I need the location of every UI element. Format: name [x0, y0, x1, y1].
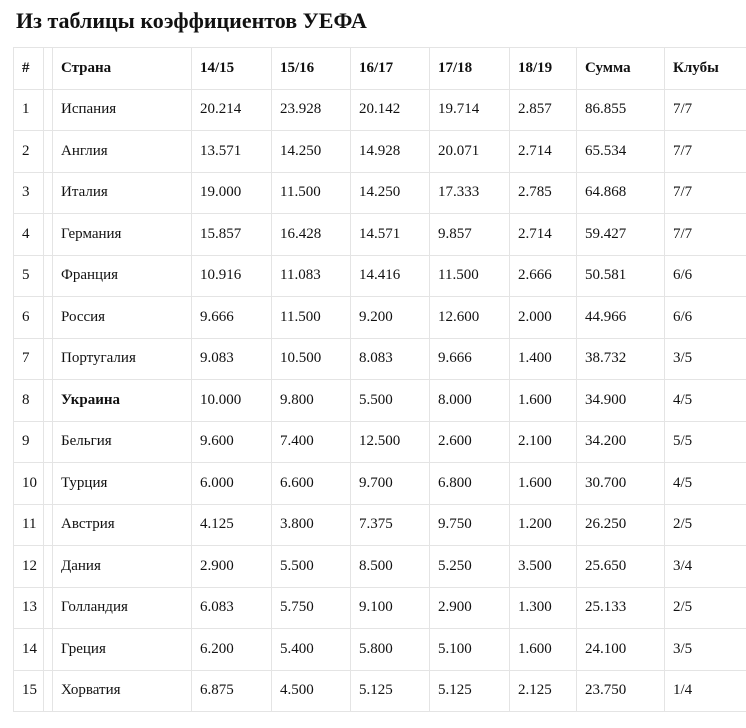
cell-country: Греция	[53, 629, 192, 671]
cell-country: Португалия	[53, 338, 192, 380]
cell-clubs: 7/7	[665, 131, 746, 173]
cell-rank: 9	[14, 421, 44, 463]
cell-sum: 34.200	[577, 421, 665, 463]
cell-season-1819: 2.857	[510, 89, 577, 131]
cell-season-1516: 11.083	[272, 255, 351, 297]
cell-season-1617: 14.250	[351, 172, 430, 214]
cell-season-1516: 5.750	[272, 587, 351, 629]
table-row	[14, 338, 746, 380]
cell-country: Бельгия	[53, 421, 192, 463]
cell-rank: 4	[14, 214, 44, 256]
cell-season-1718: 9.666	[430, 338, 510, 380]
cell-season-1819: 2.000	[510, 297, 577, 339]
cell-season-1516: 6.600	[272, 463, 351, 505]
cell-season-1415: 20.214	[192, 89, 272, 131]
cell-season-1819: 1.600	[510, 463, 577, 505]
cell-season-1415: 6.083	[192, 587, 272, 629]
table-row	[14, 421, 746, 463]
cell-rank: 15	[14, 670, 44, 712]
cell-rank: 14	[14, 629, 44, 671]
table-row	[14, 172, 746, 214]
cell-spacer	[44, 338, 53, 380]
cell-sum: 50.581	[577, 255, 665, 297]
cell-sum: 30.700	[577, 463, 665, 505]
cell-rank: 13	[14, 587, 44, 629]
table-row	[14, 629, 746, 671]
cell-season-1718: 5.125	[430, 670, 510, 712]
cell-clubs: 4/5	[665, 463, 746, 505]
cell-clubs: 7/7	[665, 89, 746, 131]
cell-season-1617: 14.571	[351, 214, 430, 256]
cell-season-1415: 2.900	[192, 546, 272, 588]
cell-country: Украина	[53, 380, 192, 422]
cell-sum: 24.100	[577, 629, 665, 671]
cell-season-1516: 11.500	[272, 172, 351, 214]
cell-season-1415: 10.916	[192, 255, 272, 297]
cell-country: Германия	[53, 214, 192, 256]
cell-season-1617: 9.200	[351, 297, 430, 339]
cell-season-1819: 2.714	[510, 214, 577, 256]
cell-clubs: 2/5	[665, 504, 746, 546]
cell-season-1718: 6.800	[430, 463, 510, 505]
table-row	[14, 214, 746, 256]
cell-clubs: 3/4	[665, 546, 746, 588]
cell-season-1718: 11.500	[430, 255, 510, 297]
cell-clubs: 7/7	[665, 214, 746, 256]
cell-season-1617: 8.083	[351, 338, 430, 380]
cell-season-1617: 5.800	[351, 629, 430, 671]
cell-country: Хорватия	[53, 670, 192, 712]
table-row	[14, 670, 746, 712]
header-clubs: Клубы	[665, 48, 746, 90]
cell-country: Голландия	[53, 587, 192, 629]
header-season-1617: 16/17	[351, 48, 430, 90]
cell-clubs: 3/5	[665, 338, 746, 380]
cell-clubs: 3/5	[665, 629, 746, 671]
cell-rank: 2	[14, 131, 44, 173]
cell-spacer	[44, 214, 53, 256]
cell-season-1718: 5.100	[430, 629, 510, 671]
cell-season-1718: 5.250	[430, 546, 510, 588]
header-rank: #	[14, 48, 44, 90]
cell-spacer	[44, 380, 53, 422]
table-row	[14, 89, 746, 131]
cell-season-1819: 1.300	[510, 587, 577, 629]
cell-season-1819: 2.125	[510, 670, 577, 712]
header-spacer	[44, 48, 53, 90]
cell-season-1617: 5.500	[351, 380, 430, 422]
cell-season-1718: 20.071	[430, 131, 510, 173]
header-country: Страна	[53, 48, 192, 90]
cell-season-1415: 9.600	[192, 421, 272, 463]
cell-season-1617: 8.500	[351, 546, 430, 588]
cell-clubs: 5/5	[665, 421, 746, 463]
cell-season-1819: 3.500	[510, 546, 577, 588]
cell-season-1617: 9.700	[351, 463, 430, 505]
table-row	[14, 463, 746, 505]
cell-spacer	[44, 89, 53, 131]
cell-country: Турция	[53, 463, 192, 505]
cell-season-1819: 1.600	[510, 629, 577, 671]
cell-sum: 44.966	[577, 297, 665, 339]
table-body	[14, 89, 746, 712]
header-season-1718: 17/18	[430, 48, 510, 90]
cell-season-1415: 13.571	[192, 131, 272, 173]
cell-season-1516: 11.500	[272, 297, 351, 339]
cell-season-1415: 9.666	[192, 297, 272, 339]
cell-rank: 7	[14, 338, 44, 380]
cell-clubs: 1/4	[665, 670, 746, 712]
cell-season-1516: 14.250	[272, 131, 351, 173]
header-season-1819: 18/19	[510, 48, 577, 90]
cell-rank: 12	[14, 546, 44, 588]
cell-spacer	[44, 172, 53, 214]
table-header-row	[14, 48, 746, 90]
cell-sum: 25.650	[577, 546, 665, 588]
table-row	[14, 504, 746, 546]
cell-season-1617: 14.416	[351, 255, 430, 297]
table-row	[14, 587, 746, 629]
cell-sum: 65.534	[577, 131, 665, 173]
cell-sum: 34.900	[577, 380, 665, 422]
cell-sum: 38.732	[577, 338, 665, 380]
cell-season-1415: 6.875	[192, 670, 272, 712]
table-row	[14, 131, 746, 173]
cell-season-1415: 15.857	[192, 214, 272, 256]
cell-rank: 8	[14, 380, 44, 422]
cell-season-1516: 16.428	[272, 214, 351, 256]
header-season-1516: 15/16	[272, 48, 351, 90]
cell-season-1516: 23.928	[272, 89, 351, 131]
cell-season-1718: 9.750	[430, 504, 510, 546]
cell-season-1516: 3.800	[272, 504, 351, 546]
cell-spacer	[44, 463, 53, 505]
cell-country: Дания	[53, 546, 192, 588]
cell-spacer	[44, 297, 53, 339]
cell-rank: 10	[14, 463, 44, 505]
cell-season-1415: 9.083	[192, 338, 272, 380]
cell-season-1617: 7.375	[351, 504, 430, 546]
cell-country: Англия	[53, 131, 192, 173]
cell-season-1516: 5.500	[272, 546, 351, 588]
uefa-coefficients-table	[13, 47, 746, 712]
cell-spacer	[44, 421, 53, 463]
table-row	[14, 297, 746, 339]
cell-rank: 3	[14, 172, 44, 214]
cell-spacer	[44, 504, 53, 546]
cell-season-1718: 2.900	[430, 587, 510, 629]
table-row	[14, 255, 746, 297]
cell-rank: 5	[14, 255, 44, 297]
cell-country: Франция	[53, 255, 192, 297]
cell-season-1819: 1.600	[510, 380, 577, 422]
cell-season-1617: 14.928	[351, 131, 430, 173]
cell-season-1415: 6.000	[192, 463, 272, 505]
cell-rank: 6	[14, 297, 44, 339]
cell-country: Австрия	[53, 504, 192, 546]
cell-season-1516: 4.500	[272, 670, 351, 712]
cell-clubs: 7/7	[665, 172, 746, 214]
cell-season-1415: 10.000	[192, 380, 272, 422]
cell-season-1718: 12.600	[430, 297, 510, 339]
cell-season-1617: 5.125	[351, 670, 430, 712]
cell-clubs: 2/5	[665, 587, 746, 629]
cell-season-1415: 4.125	[192, 504, 272, 546]
cell-clubs: 6/6	[665, 255, 746, 297]
cell-sum: 64.868	[577, 172, 665, 214]
cell-season-1819: 2.714	[510, 131, 577, 173]
cell-clubs: 6/6	[665, 297, 746, 339]
cell-country: Испания	[53, 89, 192, 131]
cell-sum: 26.250	[577, 504, 665, 546]
cell-spacer	[44, 670, 53, 712]
cell-spacer	[44, 546, 53, 588]
cell-spacer	[44, 629, 53, 671]
cell-season-1819: 2.100	[510, 421, 577, 463]
cell-season-1718: 19.714	[430, 89, 510, 131]
cell-season-1516: 9.800	[272, 380, 351, 422]
cell-season-1718: 8.000	[430, 380, 510, 422]
table-row	[14, 546, 746, 588]
cell-spacer	[44, 255, 53, 297]
cell-season-1516: 5.400	[272, 629, 351, 671]
cell-season-1819: 2.666	[510, 255, 577, 297]
cell-season-1718: 2.600	[430, 421, 510, 463]
cell-spacer	[44, 587, 53, 629]
cell-spacer	[44, 131, 53, 173]
cell-clubs: 4/5	[665, 380, 746, 422]
cell-season-1819: 2.785	[510, 172, 577, 214]
cell-season-1516: 10.500	[272, 338, 351, 380]
cell-season-1415: 19.000	[192, 172, 272, 214]
cell-country: Россия	[53, 297, 192, 339]
cell-season-1819: 1.200	[510, 504, 577, 546]
cell-season-1718: 9.857	[430, 214, 510, 256]
table-row	[14, 380, 746, 422]
cell-rank: 1	[14, 89, 44, 131]
page-title: Из таблицы коэффициентов УЕФА	[16, 8, 367, 33]
cell-sum: 86.855	[577, 89, 665, 131]
cell-sum: 25.133	[577, 587, 665, 629]
cell-rank: 11	[14, 504, 44, 546]
header-season-1415: 14/15	[192, 48, 272, 90]
cell-season-1718: 17.333	[430, 172, 510, 214]
header-sum: Сумма	[577, 48, 665, 90]
cell-season-1617: 20.142	[351, 89, 430, 131]
cell-sum: 23.750	[577, 670, 665, 712]
cell-season-1617: 9.100	[351, 587, 430, 629]
cell-season-1516: 7.400	[272, 421, 351, 463]
cell-country: Италия	[53, 172, 192, 214]
cell-sum: 59.427	[577, 214, 665, 256]
cell-season-1617: 12.500	[351, 421, 430, 463]
cell-season-1819: 1.400	[510, 338, 577, 380]
cell-season-1415: 6.200	[192, 629, 272, 671]
